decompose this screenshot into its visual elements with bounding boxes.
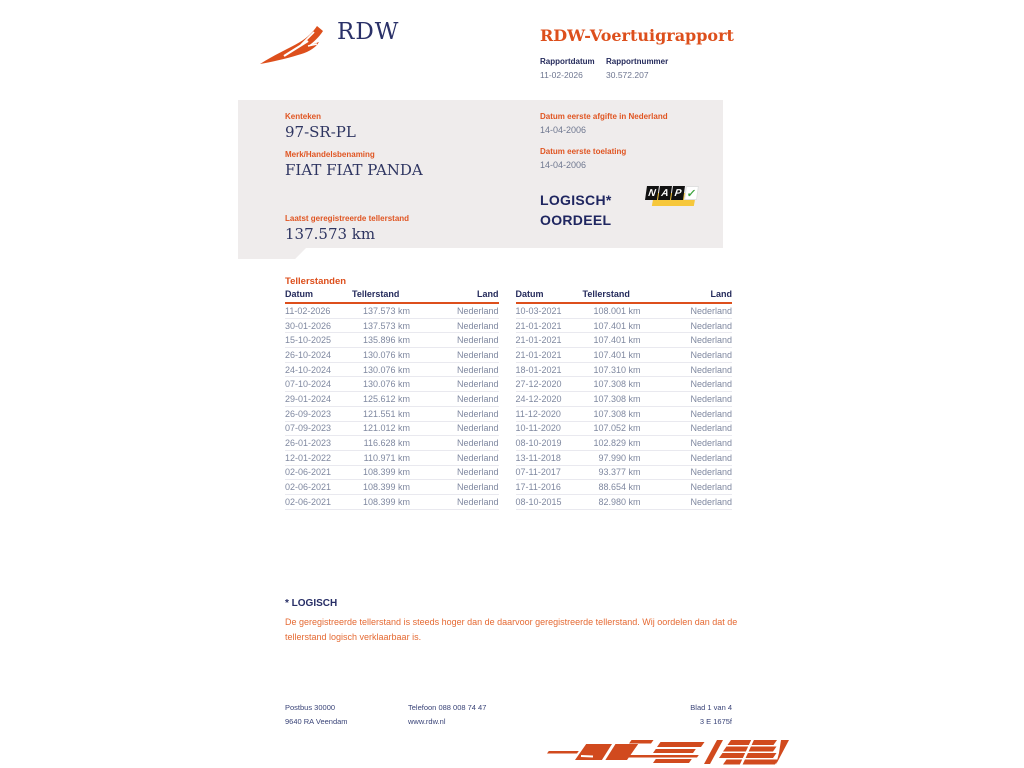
table-row bbox=[516, 495, 732, 510]
footer-website: www.rdw.nl bbox=[408, 717, 446, 726]
table-row bbox=[285, 451, 499, 466]
laatste-tellerstand-label: Laatst geregistreerde tellerstand bbox=[285, 214, 410, 223]
table-row bbox=[516, 319, 732, 334]
row-tellerstand: 107.308 km bbox=[593, 379, 641, 390]
table-row bbox=[285, 348, 499, 363]
col-header-land: Land bbox=[710, 289, 732, 299]
table-row bbox=[285, 363, 499, 378]
row-land: Nederland bbox=[690, 393, 732, 404]
table-row bbox=[516, 377, 732, 392]
table-row bbox=[285, 480, 499, 495]
row-land: Nederland bbox=[690, 423, 732, 434]
report-number-block bbox=[606, 57, 668, 80]
row-date: 27-12-2020 bbox=[515, 379, 562, 390]
row-date: 26-10-2024 bbox=[285, 349, 332, 360]
row-date: 17-11-2016 bbox=[515, 482, 561, 493]
row-date: 13-11-2018 bbox=[515, 452, 561, 463]
row-tellerstand: 97.990 km bbox=[598, 452, 641, 463]
row-tellerstand: 107.310 km bbox=[593, 364, 641, 375]
row-tellerstand: 107.401 km bbox=[593, 320, 641, 331]
summary-panel-tail bbox=[238, 248, 306, 259]
kenteken-value: 97-SR-PL bbox=[285, 123, 356, 141]
report-number-label: Rapportnummer bbox=[606, 57, 669, 66]
row-land: Nederland bbox=[690, 320, 732, 331]
laatste-tellerstand-value: 137.573 km bbox=[285, 225, 376, 243]
table-row bbox=[516, 348, 732, 363]
row-date: 24-12-2020 bbox=[515, 393, 562, 404]
row-tellerstand: 130.076 km bbox=[362, 379, 410, 390]
table-row bbox=[285, 392, 499, 407]
row-date: 11-02-2026 bbox=[285, 305, 331, 316]
row-land: Nederland bbox=[456, 393, 499, 404]
table-row bbox=[516, 466, 732, 481]
table-header-row bbox=[285, 289, 499, 304]
row-tellerstand: 121.012 km bbox=[362, 423, 410, 434]
table-right-rows bbox=[516, 304, 732, 510]
row-tellerstand: 108.399 km bbox=[362, 482, 410, 493]
table-row bbox=[516, 392, 732, 407]
merk-value: FIAT FIAT PANDA bbox=[285, 161, 423, 179]
report-date-value: 11-02-2026 bbox=[540, 70, 583, 80]
footer-phone: Telefoon 088 008 74 47 bbox=[408, 703, 487, 712]
row-tellerstand: 88.654 km bbox=[598, 482, 641, 493]
row-tellerstand: 137.573 km bbox=[362, 305, 410, 316]
row-date: 26-09-2023 bbox=[285, 408, 332, 419]
row-tellerstand: 107.401 km bbox=[593, 335, 641, 346]
summary-left-column bbox=[285, 112, 535, 243]
nap-letter-a: A bbox=[658, 186, 672, 200]
row-land: Nederland bbox=[690, 305, 732, 316]
report-date-block bbox=[540, 57, 606, 80]
table-row bbox=[516, 407, 732, 422]
row-date: 07-11-2017 bbox=[515, 467, 561, 478]
row-date: 21-01-2021 bbox=[515, 320, 562, 331]
row-tellerstand: 125.612 km bbox=[362, 393, 410, 404]
row-tellerstand: 130.076 km bbox=[362, 349, 410, 360]
table-row bbox=[516, 363, 732, 378]
table-row bbox=[516, 480, 732, 495]
document-title: RDW-Voertuigrapport bbox=[540, 26, 734, 45]
table-right-group bbox=[516, 289, 732, 510]
table-row bbox=[285, 333, 499, 348]
row-date: 21-01-2021 bbox=[515, 335, 562, 346]
rdw-wing-logo-icon bbox=[258, 22, 332, 68]
row-date: 08-10-2015 bbox=[515, 496, 562, 507]
footer-page-info bbox=[690, 701, 732, 729]
table-row bbox=[285, 495, 499, 510]
footer-page-indicator: Blad 1 van 4 bbox=[690, 703, 732, 712]
nap-letter-p: P bbox=[671, 186, 685, 200]
oordeel-line1: LOGISCH* bbox=[540, 192, 612, 208]
row-tellerstand: 116.628 km bbox=[363, 438, 410, 449]
row-date: 24-10-2024 bbox=[285, 364, 332, 375]
row-land: Nederland bbox=[456, 482, 499, 493]
row-land: Nederland bbox=[456, 438, 499, 449]
eerste-toelating-label: Datum eerste toelating bbox=[540, 147, 627, 156]
row-date: 18-01-2021 bbox=[515, 364, 562, 375]
row-tellerstand: 108.001 km bbox=[593, 305, 641, 316]
row-date: 02-06-2021 bbox=[285, 467, 332, 478]
row-land: Nederland bbox=[456, 305, 499, 316]
row-land: Nederland bbox=[690, 335, 732, 346]
eerste-toelating-value: 14-04-2006 bbox=[540, 160, 587, 170]
table-row bbox=[516, 333, 732, 348]
table-row bbox=[516, 436, 732, 451]
row-land: Nederland bbox=[690, 379, 732, 390]
row-tellerstand: 82.980 km bbox=[598, 496, 641, 507]
col-header-tellerstand: Tellerstand bbox=[352, 289, 400, 299]
row-date: 11-12-2020 bbox=[515, 408, 561, 419]
table-row bbox=[285, 466, 499, 481]
row-land: Nederland bbox=[456, 349, 499, 360]
table-row bbox=[516, 422, 732, 437]
eerste-afgifte-label: Datum eerste afgifte in Nederland bbox=[540, 112, 668, 121]
footer-address-line2: 9640 RA Veendam bbox=[285, 717, 348, 726]
table-row bbox=[285, 407, 499, 422]
row-date: 26-01-2023 bbox=[285, 438, 332, 449]
row-tellerstand: 107.052 km bbox=[593, 423, 641, 434]
row-date: 21-01-2021 bbox=[515, 349, 562, 360]
col-header-land: Land bbox=[477, 289, 499, 299]
row-tellerstand: 130.076 km bbox=[362, 364, 410, 375]
row-land: Nederland bbox=[456, 320, 499, 331]
nap-logo bbox=[646, 184, 696, 208]
report-number-value: 30.572.207 bbox=[606, 70, 649, 80]
table-row bbox=[285, 436, 499, 451]
table-row bbox=[285, 377, 499, 392]
table-header-row bbox=[516, 289, 732, 304]
table-row bbox=[516, 304, 732, 319]
summary-right-column bbox=[540, 112, 720, 230]
rdw-logotype: RDW bbox=[337, 19, 400, 45]
row-date: 30-01-2026 bbox=[285, 320, 332, 331]
row-land: Nederland bbox=[456, 496, 499, 507]
row-land: Nederland bbox=[690, 452, 732, 463]
row-date: 15-10-2025 bbox=[285, 335, 332, 346]
footnote-title: * LOGISCH bbox=[285, 598, 338, 609]
row-land: Nederland bbox=[690, 349, 732, 360]
row-tellerstand: 108.399 km bbox=[362, 467, 410, 478]
row-land: Nederland bbox=[690, 438, 732, 449]
col-header-tellerstand: Tellerstand bbox=[582, 289, 630, 299]
footer-address-line1: Postbus 30000 bbox=[285, 703, 336, 712]
row-date: 10-03-2021 bbox=[515, 305, 562, 316]
footer-form-code: 3 E 1675f bbox=[699, 717, 732, 726]
nap-letter-n: N bbox=[645, 186, 659, 200]
tellerstanden-table bbox=[285, 289, 732, 510]
nap-checkmark-icon: ✓ bbox=[684, 186, 699, 200]
merk-label: Merk/Handelsbenaming bbox=[285, 150, 375, 159]
row-date: 08-10-2019 bbox=[515, 438, 562, 449]
col-header-datum: Datum bbox=[285, 289, 314, 299]
row-land: Nederland bbox=[690, 467, 732, 478]
row-land: Nederland bbox=[456, 467, 499, 478]
table-left-rows bbox=[285, 304, 499, 510]
row-tellerstand: 107.401 km bbox=[593, 349, 641, 360]
row-land: Nederland bbox=[690, 408, 732, 419]
col-header-datum: Datum bbox=[515, 289, 544, 299]
row-tellerstand: 107.308 km bbox=[593, 393, 641, 404]
row-land: Nederland bbox=[690, 482, 732, 493]
row-date: 07-09-2023 bbox=[285, 423, 332, 434]
table-row bbox=[285, 319, 499, 334]
row-date: 10-11-2020 bbox=[515, 423, 561, 434]
logisch-footnote bbox=[285, 598, 745, 645]
tellerstanden-title: Tellerstanden bbox=[285, 276, 347, 287]
row-tellerstand: 102.829 km bbox=[593, 438, 641, 449]
row-tellerstand: 121.551 km bbox=[362, 408, 410, 419]
row-date: 02-06-2021 bbox=[285, 496, 332, 507]
rdw-decorative-stripes-icon bbox=[545, 737, 790, 767]
table-row bbox=[285, 304, 499, 319]
footer-address bbox=[285, 701, 348, 729]
row-land: Nederland bbox=[456, 364, 499, 375]
row-tellerstand: 93.377 km bbox=[598, 467, 641, 478]
row-land: Nederland bbox=[456, 452, 499, 463]
table-row bbox=[285, 422, 499, 437]
report-date-label: Rapportdatum bbox=[540, 57, 595, 66]
table-left-group bbox=[285, 289, 499, 510]
row-tellerstand: 110.971 km bbox=[363, 452, 410, 463]
row-land: Nederland bbox=[456, 423, 499, 434]
row-land: Nederland bbox=[456, 379, 499, 390]
footnote-text: De geregistreerde tellerstand is steeds hoger dan de daarvoor geregistreerde tellerstand. Wij oordelen dan dat de tellerstand logisch verklaarbaar is. bbox=[285, 617, 738, 642]
row-land: Nederland bbox=[690, 364, 732, 375]
row-tellerstand: 108.399 km bbox=[362, 496, 410, 507]
row-land: Nederland bbox=[456, 335, 499, 346]
kenteken-label: Kenteken bbox=[285, 112, 322, 121]
row-tellerstand: 137.573 km bbox=[362, 320, 410, 331]
row-date: 29-01-2024 bbox=[285, 393, 332, 404]
report-meta bbox=[540, 57, 668, 80]
row-tellerstand: 107.308 km bbox=[593, 408, 641, 419]
row-land: Nederland bbox=[456, 408, 499, 419]
footer-contact bbox=[408, 701, 486, 729]
row-date: 12-01-2022 bbox=[285, 452, 332, 463]
oordeel-line2: OORDEEL bbox=[540, 212, 612, 228]
row-tellerstand: 135.896 km bbox=[362, 335, 410, 346]
row-date: 02-06-2021 bbox=[285, 482, 332, 493]
table-row bbox=[516, 451, 732, 466]
row-land: Nederland bbox=[690, 496, 732, 507]
eerste-afgifte-value: 14-04-2006 bbox=[540, 125, 587, 135]
row-date: 07-10-2024 bbox=[285, 379, 332, 390]
vehicle-summary-panel bbox=[238, 100, 723, 248]
